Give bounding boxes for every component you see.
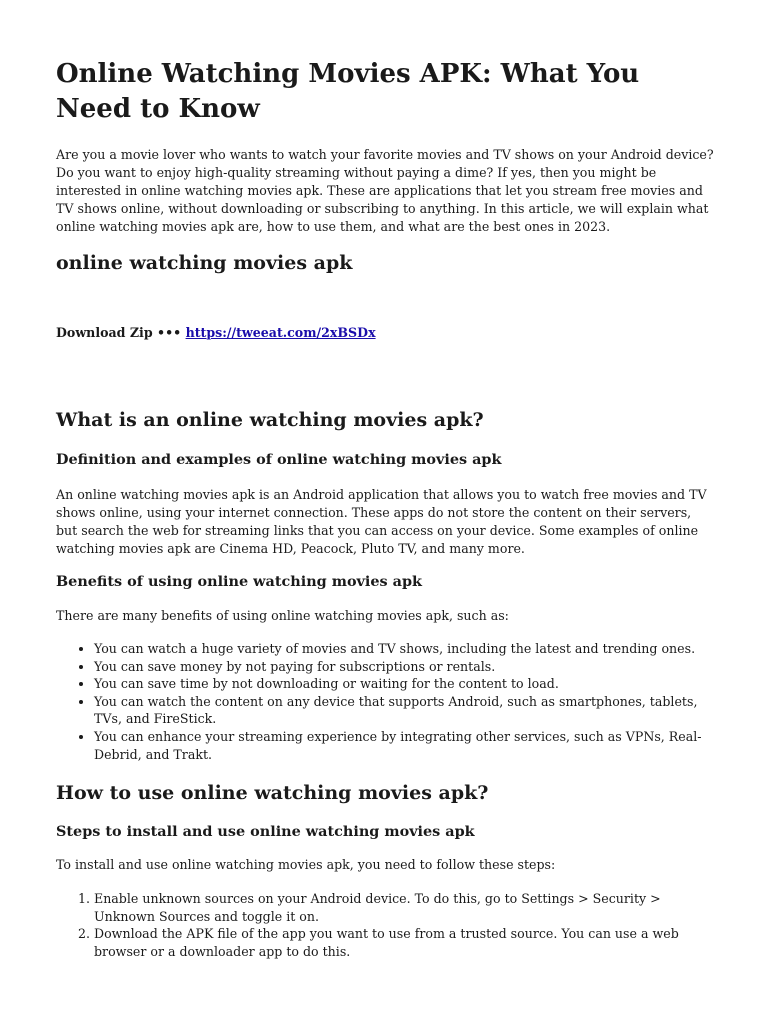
intro-paragraph: Are you a movie lover who wants to watch your favorite movies and TV shows on your Android device? Do you want to enjoy high-quality streaming without paying a dime? If yes, then you might be interested in online watching movies apk. These are applications that let you stream free movies and TV shows online, without downloading or subscribing to anything. In this article, we will explain what online watching movies apk are, how to use them, and what are the best ones in 2023. [56, 147, 714, 234]
list-item: • You can save money by not paying for subscriptions or rentals. [94, 658, 720, 676]
section-what-heading: What is an online watching movies apk? [56, 409, 484, 431]
list-item: • You can watch the content on any device that supports Android, such as smartphones, tablets, TVs, and FireStick. [94, 693, 720, 728]
definition-paragraph: An online watching movies apk is an Android application that allows you to watch free movies and TV shows online, using your internet connection. These apps do not store the content on their servers, but search the web for streaming links that you can access on your device. Some examples of online watching movies apk are Cinema HD, Peacock, Pluto TV, and many more. [56, 487, 707, 556]
list-item: • You can watch a huge variety of movies and TV shows, including the latest and trending ones. [94, 640, 720, 658]
definition-subheading: Definition and examples of online watching movies apk [56, 451, 502, 468]
keyword-heading: online watching movies apk [56, 252, 353, 274]
steps-list [56, 890, 720, 960]
download-link[interactable]: https://tweeat.com/2xBSDx [185, 325, 376, 340]
list-item: 2. Download the APK file of the app you want to use from a trusted source. You can use a web browser or a downloader app to do this. [94, 925, 720, 960]
list-item: • You can save time by not downloading or waiting for the content to load. [94, 675, 720, 693]
section-how-heading: How to use online watching movies apk? [56, 782, 489, 804]
benefits-subheading: Benefits of using online watching movies apk [56, 573, 423, 590]
benefits-intro: There are many benefits of using online watching movies apk, such as: [56, 608, 509, 623]
benefits-list [56, 640, 720, 763]
list-item: • You can enhance your streaming experience by integrating other services, such as VPNs, Real-Debrid, and Trakt. [94, 728, 720, 763]
steps-intro: To install and use online watching movies apk, you need to follow these steps: [56, 857, 556, 872]
download-line [56, 324, 376, 342]
list-item: 1. Enable unknown sources on your Android device. To do this, go to Settings > Security > Unknown Sources and toggle it on. [94, 890, 720, 925]
download-label: Download Zip ••• [56, 325, 186, 340]
page-title: Online Watching Movies APK: What You Need to Know [56, 59, 640, 124]
steps-subheading: Steps to install and use online watching movies apk [56, 823, 475, 840]
